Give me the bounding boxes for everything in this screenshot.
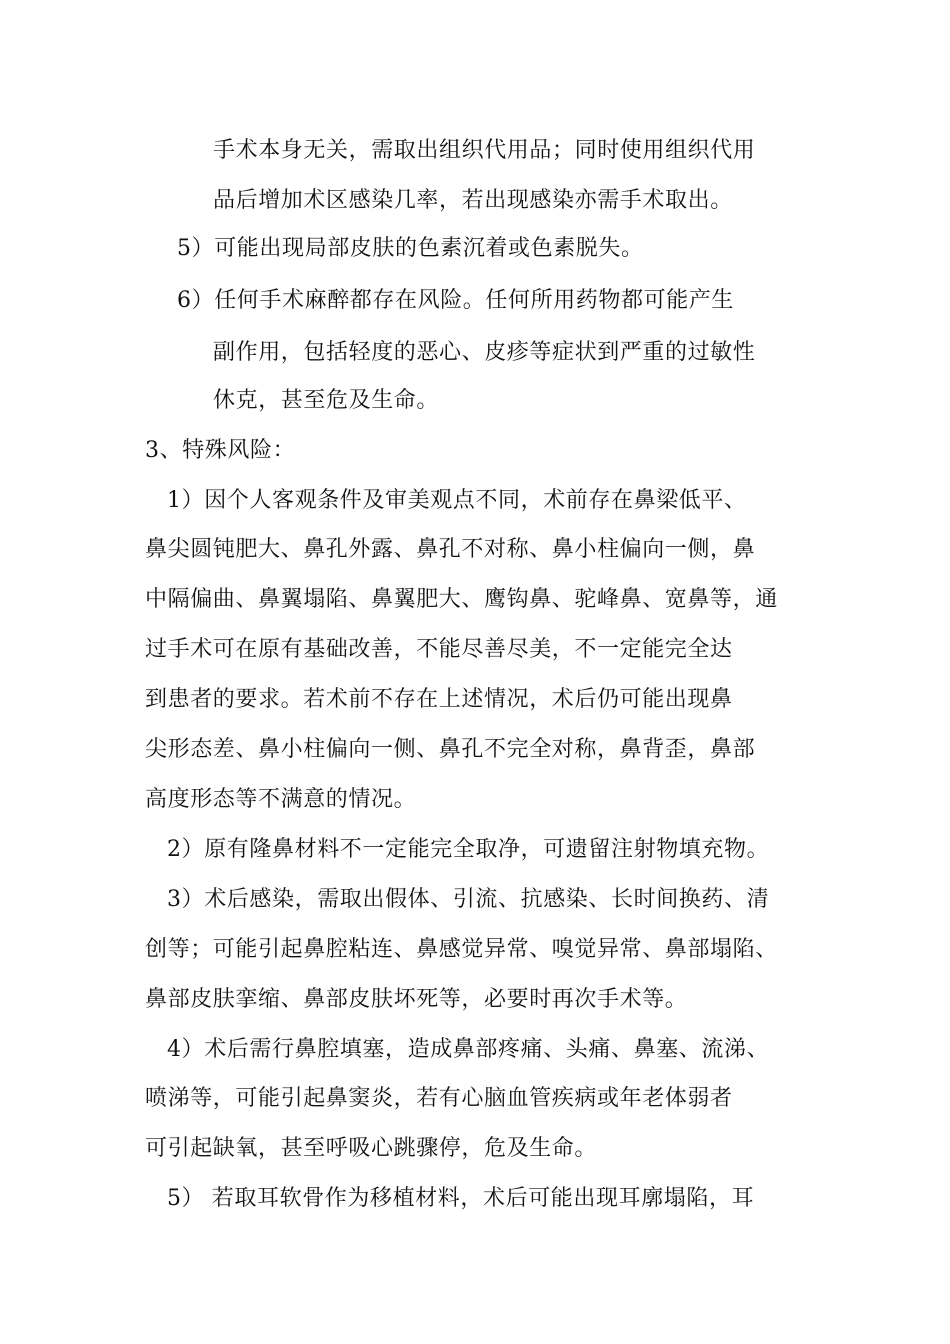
list-item-special-risk-2: 2）原有隆鼻材料不一定能完全取净，可遗留注射物填充物。	[167, 837, 770, 862]
text-line: 喷涕等，可能引起鼻窦炎，若有心脑血管疾病或年老体弱者	[145, 1086, 733, 1111]
list-item-special-risk-1: 1）因个人客观条件及审美观点不同，术前存在鼻梁低平、	[167, 488, 747, 513]
text-line: 中隔偏曲、鼻翼塌陷、鼻翼肥大、鹰钩鼻、驼峰鼻、宽鼻等，通	[145, 587, 778, 612]
text-line: 副作用，包括轻度的恶心、皮疹等症状到严重的过敏性	[213, 340, 756, 365]
text-line: 可引起缺氧，甚至呼吸心跳骤停，危及生命。	[145, 1136, 598, 1161]
text-line: 尖形态差、鼻小柱偏向一侧、鼻孔不完全对称，鼻背歪，鼻部	[145, 737, 756, 762]
list-item-special-risk-5: 5） 若取耳软骨作为移植材料，术后可能出现耳廓塌陷，耳	[167, 1186, 755, 1211]
list-item-risk-6: 6）任何手术麻醉都存在风险。任何所用药物都可能产生	[177, 288, 734, 313]
text-line: 鼻尖圆钝肥大、鼻孔外露、鼻孔不对称、鼻小柱偏向一侧，鼻	[145, 537, 756, 562]
list-item-special-risk-4: 4）术后需行鼻腔填塞，造成鼻部疼痛、头痛、鼻塞、流涕、	[167, 1037, 770, 1062]
text-line: 手术本身无关，需取出组织代用品；同时使用组织代用	[213, 138, 756, 163]
text-line: 过手术可在原有基础改善，不能尽善尽美，不一定能完全达	[145, 637, 733, 662]
section-heading-special-risks: 3、特殊风险：	[145, 438, 296, 463]
text-line: 休克，甚至危及生命。	[213, 388, 440, 413]
text-line: 高度形态等不满意的情况。	[145, 787, 417, 812]
text-line: 鼻部皮肤挛缩、鼻部皮肤坏死等，必要时再次手术等。	[145, 987, 688, 1012]
text-line: 品后增加术区感染几率，若出现感染亦需手术取出。	[213, 188, 733, 213]
text-line: 到患者的要求。若术前不存在上述情况，术后仍可能出现鼻	[145, 687, 733, 712]
list-item-risk-5: 5）可能出现局部皮肤的色素沉着或色素脱失。	[177, 236, 644, 261]
text-line: 创等；可能引起鼻腔粘连、鼻感觉异常、嗅觉异常、鼻部塌陷、	[145, 937, 778, 962]
list-item-special-risk-3: 3）术后感染，需取出假体、引流、抗感染、长时间换药、清	[167, 887, 770, 912]
